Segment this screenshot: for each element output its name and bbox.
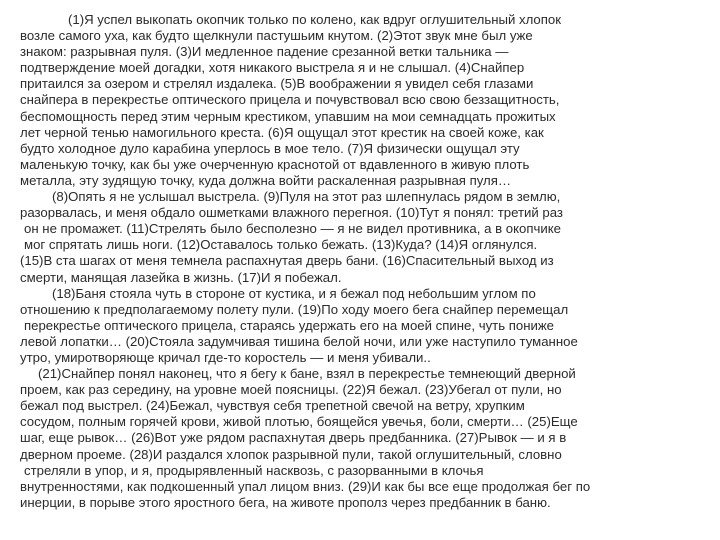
text-line: он не промажет. (11)Стрелять было бесполезно — я не видел противника, а в окопчике <box>24 221 561 237</box>
text-line: инерции, в порыве этого яростного бега, на животе прополз через предбанник в баню. <box>20 494 551 510</box>
text-line: левой лопатки… (20)Стояла задумчивая тишина белой ночи, или уже наступило туманное <box>20 333 578 349</box>
text-line: бежал под выстрел. (24)Бежал, чувствуя себя трепетной свечой на ветру, хрупким <box>20 398 525 414</box>
text-line: металла, эту зудящую точку, куда должна войти раскаленная разрывная пуля… <box>20 172 512 188</box>
text-line: возле самого уха, как будто щелкнули пастушьим кнутом. (2)Этот звук мне был уже <box>20 28 533 44</box>
text-line: знаком: разрывная пуля. (3)И медленное падение срезанной ветки тальника — <box>20 44 509 60</box>
text-line: снайпера в перекрестье оптического прицела и почувствовал всю свою беззащитность, <box>20 92 560 108</box>
text-line: смерти, манящая лазейка в жизнь. (17)И я побежал. <box>20 269 342 285</box>
text-line: дверном проеме. (28)И раздался хлопок разрывной пули, такой оглушительный, словно <box>20 446 562 462</box>
text-line: внутренностями, как подкошенный упал лицом вниз. (29)И как бы все еще продолжая бег по <box>20 478 591 494</box>
text-line: (1)Я успел выкопать окопчик только по колено, как вдруг оглушительный хлопок <box>68 12 562 27</box>
text-line: (21)Снайпер понял наконец, что я бегу к бане, взял в перекрестье темнеющий дверной <box>38 366 576 382</box>
text-line: утро, умиротворяюще кричал где-то коростель — и меня убивали.. <box>20 349 431 365</box>
text-line: (15)В ста шагах от меня темнела распахнутая дверь бани. (16)Спасительный выход из <box>20 253 554 269</box>
text-line: беспомощность перед этим черным крестиком, упавшим на мои семнадцать прожитых <box>20 108 556 124</box>
text-line: мог спрятать лишь ноги. (12)Оставалось только бежать. (13)Куда? (14)Я оглянулся. <box>24 237 538 253</box>
text-line: будто холодное дуло карабина уперлось в мое тело. (7)Я физически ощущал эту <box>20 140 520 156</box>
story-text <box>20 12 706 511</box>
text-line: лет черной тенью намогильного креста. (6)Я ощущал этот крестик на своей коже, как <box>20 124 544 140</box>
text-line: сосудом, полным горячей крови, живой плотью, боящейся увечья, боли, смерти… (25)Еще <box>20 414 578 430</box>
text-line: проем, как раз середину, на уровне моей поясницы. (22)Я бежал. (23)Убегал от пули, но <box>20 382 562 398</box>
text-line: перекрестье оптического прицела, стараясь удержать его на моей спине, чуть пониже <box>24 317 555 333</box>
text-line: стреляли в упор, и я, продырявленный насквозь, с разорванными в клочья <box>24 462 484 478</box>
text-line: отношению к предполагаемому полету пули. (19)По ходу моего бега снайпер перемещал <box>20 301 569 317</box>
text-line: шаг, еще рывок… (26)Вот уже рядом распахнутая дверь предбанника. (27)Рывок — и я в <box>20 430 567 446</box>
text-line: разорвалась, и меня обдало ошметками влажного перегноя. (10)Тут я понял: третий раз <box>20 205 563 221</box>
text-line: маленькую точку, как бы уже очерченную краснотой от вдавленного в живую плоть <box>20 156 530 172</box>
text-line: (18)Баня стояла чуть в стороне от кустика, и я бежал под небольшим углом по <box>52 285 536 301</box>
text-line: подтверждение моей догадки, хотя никакого выстрела я и не слышал. (4)Снайпер <box>20 60 525 76</box>
text-line: (8)Опять я не услышал выстрела. (9)Пуля на этот раз шлепнулась рядом в землю, <box>52 189 561 205</box>
text-line: притаился за озером и стрелял издалека. (5)В воображении я увидел себя глазами <box>20 76 534 92</box>
